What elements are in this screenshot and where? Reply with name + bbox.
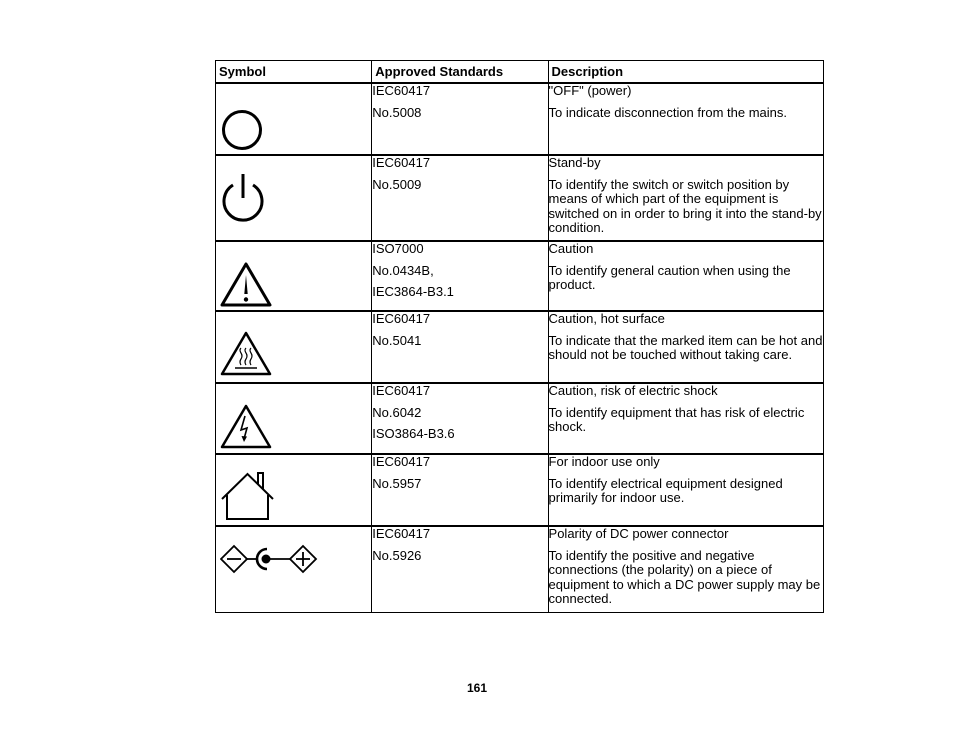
symbol-cell xyxy=(216,311,372,383)
header-description: Description xyxy=(548,61,823,84)
description-cell xyxy=(548,526,823,612)
description-cell xyxy=(548,383,823,454)
standard-line: No.6042 xyxy=(372,404,422,420)
table-row xyxy=(216,311,824,383)
description-cell xyxy=(548,241,823,311)
symbol-cell xyxy=(216,526,372,612)
table-row xyxy=(216,241,824,311)
standard-line: IEC60417 xyxy=(372,83,431,98)
table-row xyxy=(216,83,824,155)
standard-line: IEC60417 xyxy=(372,155,431,170)
standard-line: IEC60417 xyxy=(372,526,431,541)
description-title: Stand-by xyxy=(548,155,601,170)
electric-shock-icon xyxy=(220,403,272,449)
description-text: To indicate that the marked item can be hot and should not be touched without taking care. xyxy=(548,332,823,363)
standards-cell xyxy=(372,311,548,383)
standard-line: No.5926 xyxy=(372,547,422,563)
standard-line: ISO3864-B3.6 xyxy=(372,426,455,442)
description-cell xyxy=(548,454,823,526)
standard-line: ISO7000 xyxy=(372,241,424,256)
description-title: Caution, hot surface xyxy=(548,311,665,326)
description-cell xyxy=(548,83,823,155)
standby-power-icon xyxy=(220,172,266,226)
page-number: 161 xyxy=(466,681,488,695)
table-row xyxy=(216,383,824,454)
table-row xyxy=(216,526,824,612)
standard-line: IEC60417 xyxy=(372,454,431,469)
table-row xyxy=(216,454,824,526)
hot-surface-icon xyxy=(220,330,272,376)
symbol-cell xyxy=(216,155,372,241)
description-cell xyxy=(548,311,823,383)
symbol-cell xyxy=(216,83,372,155)
description-text: To identify electrical equipment designed primarily for indoor use. xyxy=(548,475,783,506)
table-row xyxy=(216,155,824,241)
table-header-row xyxy=(216,61,824,84)
standard-line: IEC60417 xyxy=(372,311,431,326)
standard-line: No.5041 xyxy=(372,332,422,348)
description-text: To indicate disconnection from the mains. xyxy=(548,104,787,120)
standard-line: No.5008 xyxy=(372,104,422,120)
symbol-cell xyxy=(216,241,372,311)
description-title: "OFF" (power) xyxy=(548,83,632,98)
standards-cell xyxy=(372,155,548,241)
symbol-cell xyxy=(216,454,372,526)
header-symbol: Symbol xyxy=(216,61,372,84)
standard-line: IEC60417 xyxy=(372,383,431,398)
standard-line: No.5009 xyxy=(372,176,422,192)
standards-cell xyxy=(372,383,548,454)
standards-cell xyxy=(372,454,548,526)
description-text: To identify the positive and negative connections (the polarity) on a piece of equipment to which a DC power supply may be connected. xyxy=(548,547,821,607)
dc-polarity-icon xyxy=(220,544,320,574)
standard-line: No.0434B, xyxy=(372,262,434,278)
description-text: To identify the switch or switch position by means of which part of the equipment is switched on in order to bring it into the stand-by condition. xyxy=(548,176,822,236)
header-approved-standards: Approved Standards xyxy=(372,61,548,84)
standards-cell xyxy=(372,241,548,311)
description-title: For indoor use only xyxy=(548,454,660,469)
description-text: To identify equipment that has risk of electric shock. xyxy=(548,404,805,435)
indoor-house-icon xyxy=(220,470,276,522)
symbol-cell xyxy=(216,383,372,454)
description-title: Caution, risk of electric shock xyxy=(548,383,718,398)
description-title: Caution xyxy=(548,241,594,256)
description-text: To identify general caution when using the product. xyxy=(548,262,791,293)
standards-cell xyxy=(372,83,548,155)
symbols-table xyxy=(215,60,824,613)
power-off-circle-icon xyxy=(220,108,264,152)
standard-line: No.5957 xyxy=(372,475,422,491)
description-title: Polarity of DC power connector xyxy=(548,526,729,541)
description-cell xyxy=(548,155,823,241)
caution-triangle-icon xyxy=(220,261,272,307)
standard-line: IEC3864-B3.1 xyxy=(372,284,454,300)
standards-cell xyxy=(372,526,548,612)
